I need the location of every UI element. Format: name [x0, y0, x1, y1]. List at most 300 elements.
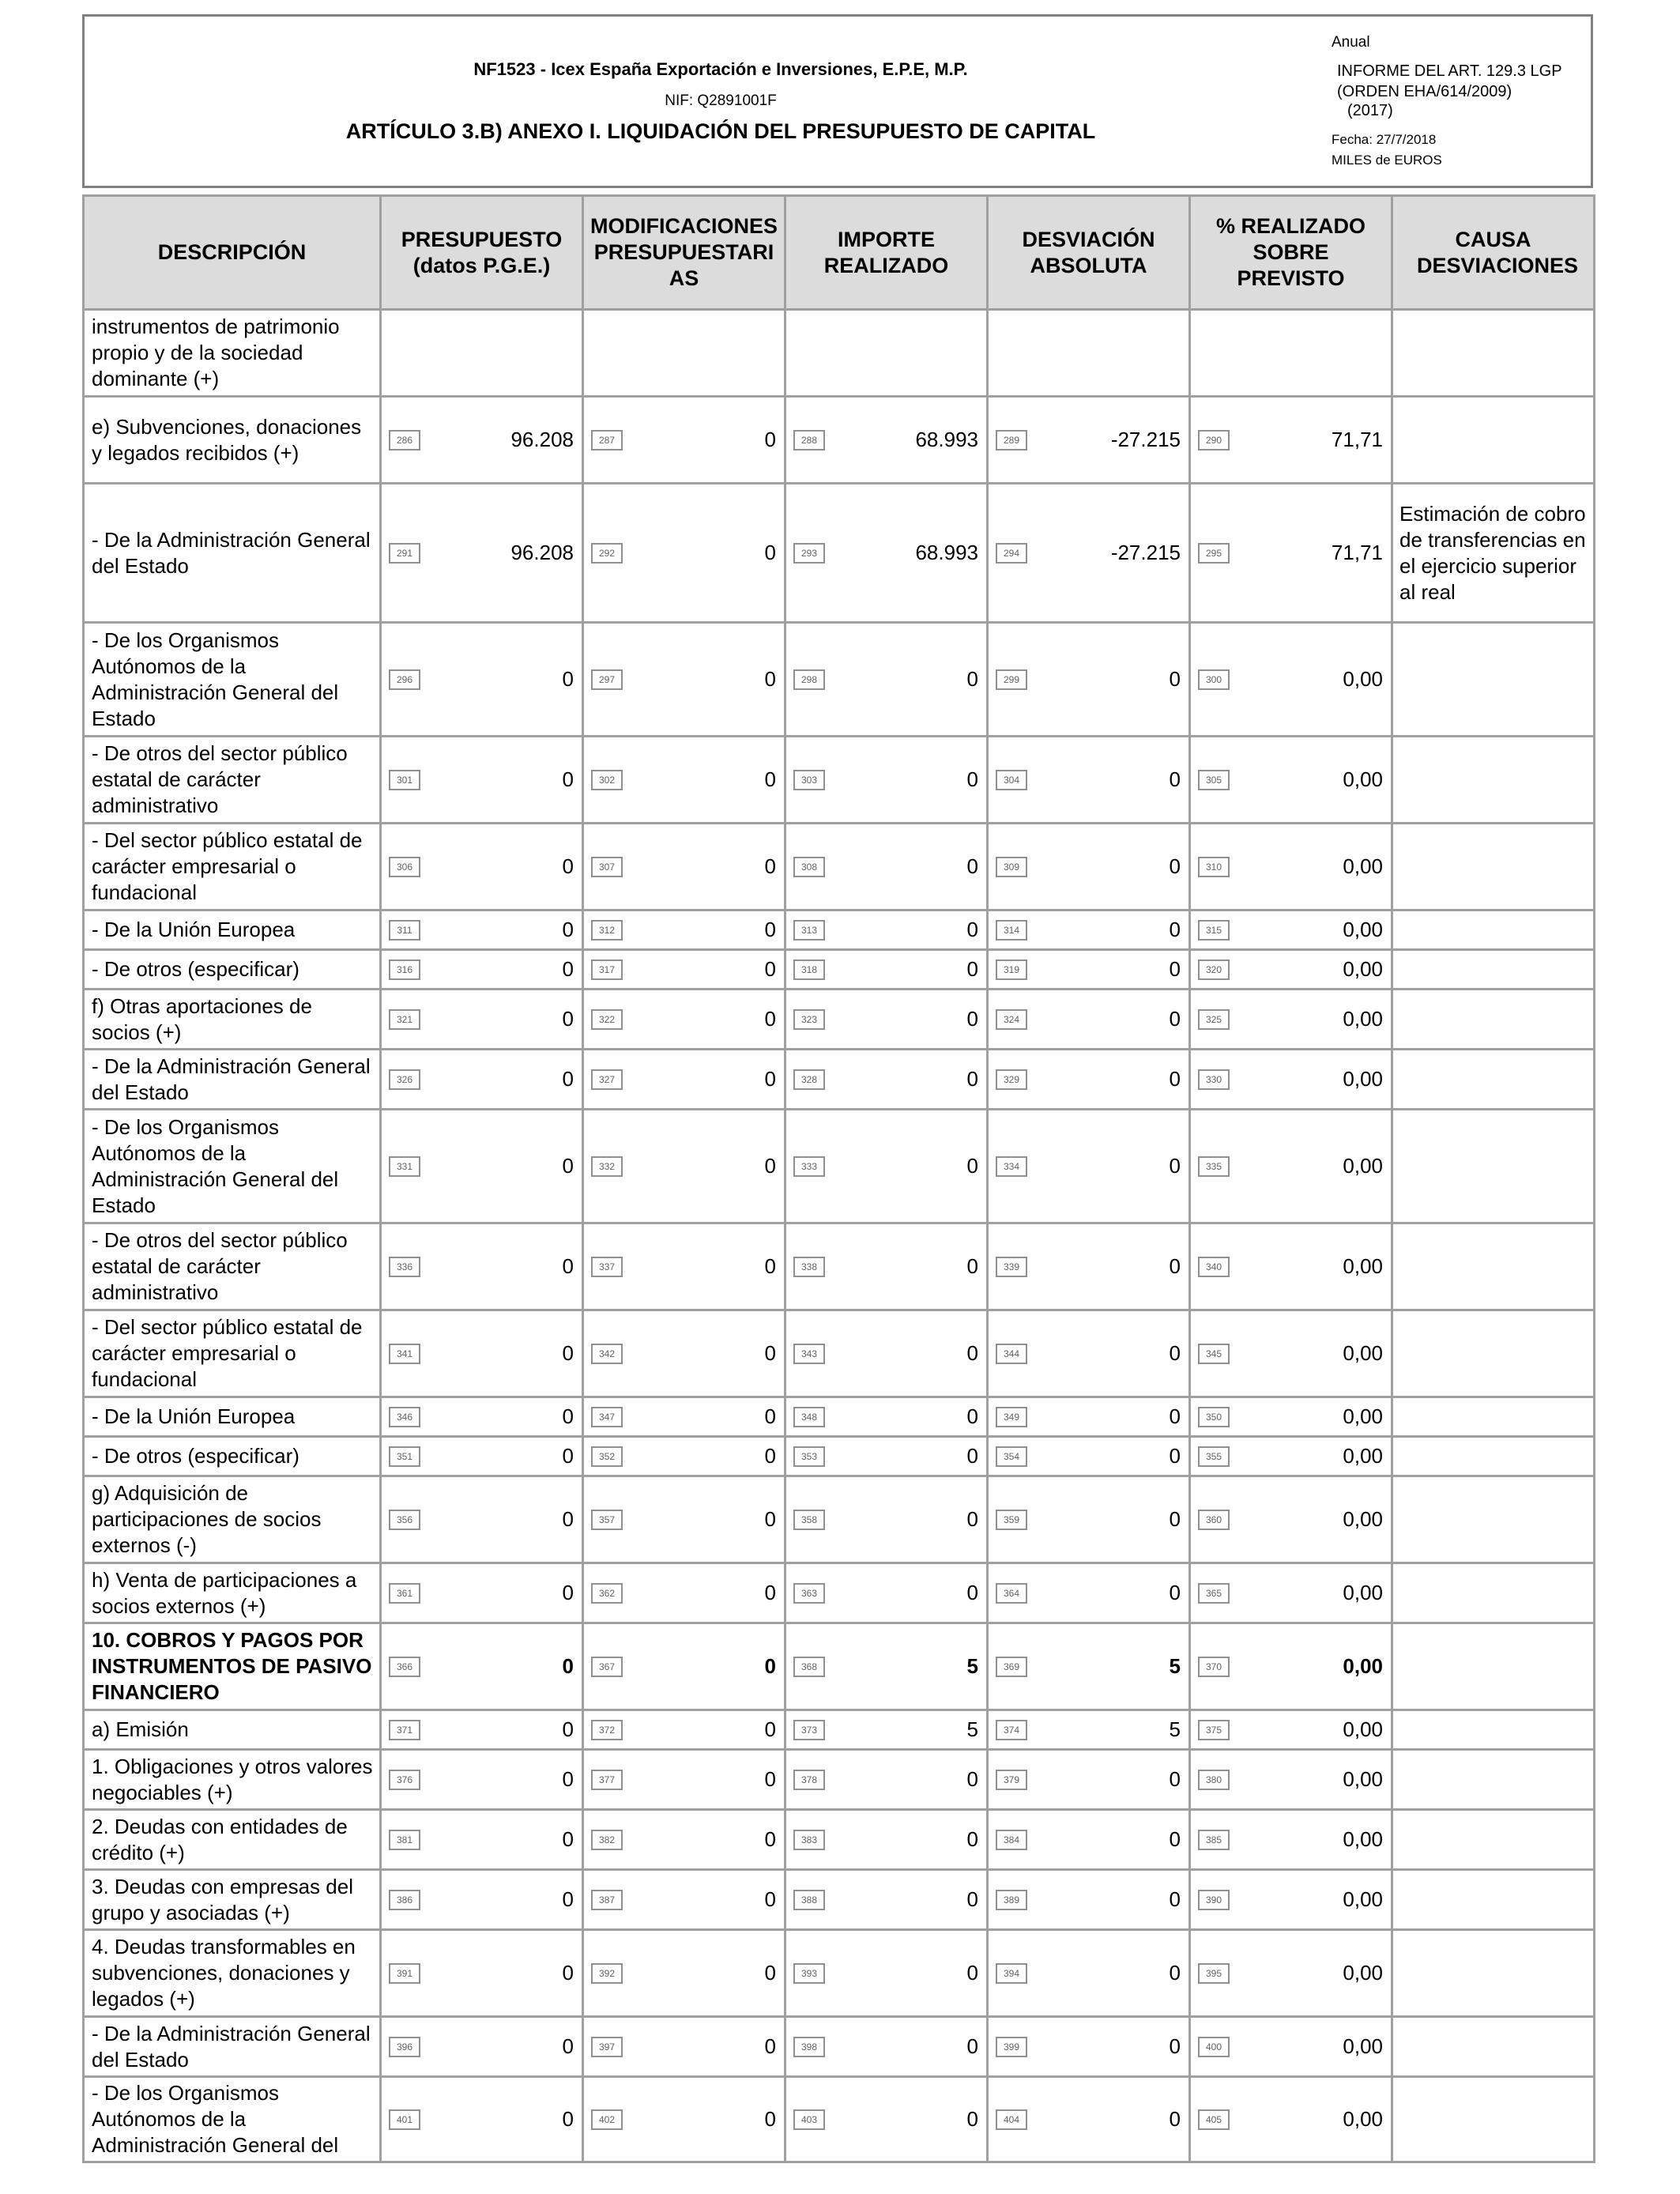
row-value: 0 [562, 1717, 574, 1741]
table-row [84, 824, 1595, 910]
row-value-cell [381, 737, 583, 824]
row-description: h) Venta de participaciones a socios externos (+) [84, 1563, 381, 1623]
row-value: 0 [1169, 1444, 1181, 1468]
table-row [84, 990, 1595, 1050]
row-value-cell [1190, 950, 1392, 990]
field-code-box: 402 [591, 2109, 623, 2130]
field-code-box: 343 [793, 1344, 825, 1364]
row-value-cell [583, 990, 785, 1050]
row-value: 0 [1169, 957, 1181, 981]
row-value-cell [583, 1310, 785, 1397]
row-value-cell [785, 1623, 988, 1710]
field-code-box: 353 [793, 1446, 825, 1467]
table-row [84, 1750, 1595, 1810]
field-code-box: 331 [389, 1156, 420, 1177]
field-code-box: 314 [996, 920, 1027, 941]
row-value: 0 [764, 1507, 776, 1531]
row-value: 0 [1169, 1154, 1181, 1178]
row-value-cell [785, 2077, 988, 2162]
row-value-cell [988, 397, 1190, 484]
field-code-box: 362 [591, 1583, 623, 1604]
row-value: 0 [764, 1654, 776, 1678]
row-value: 0 [764, 1717, 776, 1741]
row-value: 0 [966, 918, 978, 941]
table-row [84, 1397, 1595, 1437]
row-value-cell [988, 1476, 1190, 1563]
row-causa [1392, 1870, 1595, 1930]
row-description: - Del sector público estatal de carácter empresarial o fundacional [84, 1310, 381, 1397]
row-value-cell [988, 310, 1190, 397]
row-value: 0,00 [1343, 1887, 1383, 1911]
field-code-box: 309 [996, 857, 1027, 877]
field-code-box: 368 [793, 1657, 825, 1677]
field-code-box: 382 [591, 1830, 623, 1850]
field-code-box: 354 [996, 1446, 1027, 1467]
row-description: - De los Organismos Autónomos de la Administración General del Estado [84, 623, 381, 737]
row-value-cell [583, 397, 785, 484]
row-value: 0 [764, 918, 776, 941]
row-value: 96.208 [510, 541, 574, 564]
field-code-box: 288 [793, 430, 825, 450]
table-row [84, 1476, 1595, 1563]
row-value-cell [381, 1563, 583, 1623]
field-code-box: 394 [996, 1963, 1027, 1984]
row-description: - De otros (especificar) [84, 950, 381, 990]
report-reference-line2: (ORDEN EHA/614/2009) [1337, 83, 1512, 100]
row-value: 5 [966, 1654, 978, 1678]
row-value: 0 [562, 767, 574, 791]
row-value: 0 [1169, 1067, 1181, 1091]
row-causa [1392, 1310, 1595, 1397]
field-code-box: 386 [389, 1890, 420, 1910]
row-value: 0 [562, 1767, 574, 1791]
organization-nif: NIF: Q2891001F [665, 92, 777, 109]
report-reference-line1: INFORME DEL ART. 129.3 LGP [1337, 62, 1562, 80]
field-code-box: 297 [591, 669, 623, 690]
row-value-cell [1190, 1930, 1392, 2017]
table-row [84, 910, 1595, 950]
table-row [84, 1050, 1595, 1110]
row-value-cell [1190, 1310, 1392, 1397]
row-value: 0,00 [1343, 1961, 1383, 1985]
field-code-box: 307 [591, 857, 623, 877]
row-description: instrumentos de patrimonio propio y de la sociedad dominante (+) [84, 310, 381, 397]
row-value: 0 [1169, 1341, 1181, 1365]
row-value: 0 [1169, 854, 1181, 878]
row-value-cell [381, 1397, 583, 1437]
row-value-cell [785, 1310, 988, 1397]
row-description: 10. COBROS Y PAGOS POR INSTRUMENTOS DE PASIVO FINANCIERO [84, 1623, 381, 1710]
liquidation-table [82, 194, 1595, 2163]
table-row [84, 397, 1595, 484]
row-value-cell [381, 910, 583, 950]
column-header-importe-realizado: IMPORTE REALIZADO [785, 196, 988, 310]
row-value: 0 [1169, 1827, 1181, 1851]
field-code-box: 390 [1198, 1890, 1230, 1910]
field-code-box: 291 [389, 543, 420, 564]
row-value: 0 [764, 1581, 776, 1604]
field-code-box: 327 [591, 1069, 623, 1090]
row-value-cell [583, 1710, 785, 1750]
row-value-cell [1190, 1110, 1392, 1223]
field-code-box: 370 [1198, 1657, 1230, 1677]
row-value: 0 [764, 1154, 776, 1178]
row-value: 0 [966, 1961, 978, 1985]
row-value-cell [1190, 1223, 1392, 1310]
row-value: 0 [764, 854, 776, 878]
row-value-cell [381, 1810, 583, 1870]
row-description: 3. Deudas con empresas del grupo y asociadas (+) [84, 1870, 381, 1930]
field-code-box: 371 [389, 1720, 420, 1740]
row-value: 0 [764, 1254, 776, 1278]
row-value: 0 [1169, 1254, 1181, 1278]
field-code-box: 376 [389, 1770, 420, 1790]
row-value-cell [381, 1310, 583, 1397]
field-code-box: 287 [591, 430, 623, 450]
row-value-cell [785, 397, 988, 484]
field-code-box: 308 [793, 857, 825, 877]
row-description: - De la Unión Europea [84, 910, 381, 950]
row-value: 5 [1169, 1717, 1181, 1741]
row-value: 0 [1169, 2107, 1181, 2131]
row-causa [1392, 737, 1595, 824]
row-value-cell [583, 1750, 785, 1810]
row-value: 5 [1169, 1654, 1181, 1678]
row-value-cell [381, 1110, 583, 1223]
row-value: -27.215 [1110, 428, 1181, 451]
field-code-box: 384 [996, 1830, 1027, 1850]
row-value: 5 [966, 1717, 978, 1741]
row-description: - De otros del sector público estatal de carácter administrativo [84, 737, 381, 824]
column-header-porcentaje-realizado: % REALIZADO SOBRE PREVISTO [1190, 196, 1392, 310]
row-value: 0 [562, 1961, 574, 1985]
row-value-cell [988, 1397, 1190, 1437]
row-value: 0 [562, 918, 574, 941]
row-value: 0 [562, 1507, 574, 1531]
row-value-cell [381, 1623, 583, 1710]
field-code-box: 388 [793, 1890, 825, 1910]
field-code-box: 340 [1198, 1257, 1230, 1277]
row-value-cell [1190, 910, 1392, 950]
row-value-cell [1190, 623, 1392, 737]
field-code-box: 379 [996, 1770, 1027, 1790]
row-value-cell [988, 1930, 1190, 2017]
row-description: - De los Organismos Autónomos de la Administración General del [84, 2077, 381, 2162]
row-value: 0 [966, 2107, 978, 2131]
field-code-box: 374 [996, 1720, 1027, 1740]
row-value: 0 [764, 1961, 776, 1985]
field-code-box: 375 [1198, 1720, 1230, 1740]
row-causa: Estimación de cobro de transferencias en el ejercicio superior al real [1392, 484, 1595, 623]
row-value-cell [1190, 1750, 1392, 1810]
row-value-cell [785, 1050, 988, 1110]
field-code-box: 295 [1198, 543, 1230, 564]
row-description: - De la Unión Europea [84, 1397, 381, 1437]
row-value: 0,00 [1343, 1767, 1383, 1791]
row-value-cell [381, 310, 583, 397]
row-value: 0 [764, 1887, 776, 1911]
field-code-box: 347 [591, 1407, 623, 1427]
row-value: 0 [764, 1827, 776, 1851]
table-row [84, 1110, 1595, 1223]
row-value-cell [1190, 484, 1392, 623]
row-value-cell [1190, 1050, 1392, 1110]
field-code-box: 404 [996, 2109, 1027, 2130]
row-value: 0 [1169, 1581, 1181, 1604]
row-value: 0 [764, 541, 776, 564]
field-code-box: 301 [389, 770, 420, 790]
row-value-cell [1190, 1623, 1392, 1710]
row-value: 0 [562, 2107, 574, 2131]
row-description: - De la Administración General del Estado [84, 484, 381, 623]
row-value-cell [583, 1870, 785, 1930]
row-value: 0 [1169, 2034, 1181, 2058]
row-value: 0 [1169, 1767, 1181, 1791]
row-description: g) Adquisición de participaciones de socios externos (-) [84, 1476, 381, 1563]
table-row [84, 1810, 1595, 1870]
field-code-box: 336 [389, 1257, 420, 1277]
field-code-box: 296 [389, 669, 420, 690]
row-value: 0 [764, 957, 776, 981]
row-value-cell [381, 1476, 583, 1563]
row-value-cell [785, 1810, 988, 1870]
field-code-box: 316 [389, 959, 420, 980]
table-row [84, 1563, 1595, 1623]
row-value: 0,00 [1343, 1341, 1383, 1365]
field-code-box: 359 [996, 1510, 1027, 1530]
field-code-box: 385 [1198, 1830, 1230, 1850]
row-value: 0 [966, 1827, 978, 1851]
row-value: 0 [1169, 1887, 1181, 1911]
row-value-cell [988, 1710, 1190, 1750]
row-value-cell [785, 484, 988, 623]
field-code-box: 321 [389, 1009, 420, 1030]
row-description: e) Subvenciones, donaciones y legados recibidos (+) [84, 397, 381, 484]
field-code-box: 349 [996, 1407, 1027, 1427]
table-header-row [84, 196, 1595, 310]
report-title: ARTÍCULO 3.B) ANEXO I. LIQUIDACIÓN DEL PRESUPUESTO DE CAPITAL [345, 119, 1096, 143]
row-value-cell [583, 1623, 785, 1710]
row-value: 0 [562, 1654, 574, 1678]
row-value-cell [583, 2017, 785, 2077]
row-value: 68.993 [915, 541, 978, 564]
field-code-box: 366 [389, 1657, 420, 1677]
row-value-cell [583, 484, 785, 623]
row-value-cell [381, 484, 583, 623]
field-code-box: 387 [591, 1890, 623, 1910]
field-code-box: 286 [389, 430, 420, 450]
row-value: 0,00 [1343, 1007, 1383, 1031]
row-description: 1. Obligaciones y otros valores negociables (+) [84, 1750, 381, 1810]
row-value: 0 [764, 428, 776, 451]
field-code-box: 401 [389, 2109, 420, 2130]
field-code-box: 342 [591, 1344, 623, 1364]
field-code-box: 391 [389, 1963, 420, 1984]
row-value: 0,00 [1343, 1404, 1383, 1428]
row-causa [1392, 397, 1595, 484]
row-value-cell [988, 1623, 1190, 1710]
row-value-cell [583, 737, 785, 824]
row-value: 0,00 [1343, 1067, 1383, 1091]
row-value: 0 [1169, 1404, 1181, 1428]
row-value: 0 [966, 957, 978, 981]
field-code-box: 364 [996, 1583, 1027, 1604]
row-value-cell [988, 2077, 1190, 2162]
row-value-cell [785, 1750, 988, 1810]
report-period: Anual [1332, 34, 1370, 51]
field-code-box: 324 [996, 1009, 1027, 1030]
row-value-cell [1190, 824, 1392, 910]
field-code-box: 318 [793, 959, 825, 980]
row-value-cell [785, 824, 988, 910]
row-value: 0 [966, 1154, 978, 1178]
row-value-cell [583, 1563, 785, 1623]
row-causa [1392, 1110, 1595, 1223]
row-value: 0 [966, 1341, 978, 1365]
row-value: 0,00 [1343, 854, 1383, 878]
row-value: 0 [562, 957, 574, 981]
field-code-box: 395 [1198, 1963, 1230, 1984]
row-value-cell [988, 1750, 1190, 1810]
row-value: 71,71 [1331, 541, 1383, 564]
row-causa [1392, 310, 1595, 397]
table-row [84, 484, 1595, 623]
row-value: 0 [966, 1444, 978, 1468]
row-value-cell [988, 1050, 1190, 1110]
row-value-cell [785, 910, 988, 950]
row-value-cell [381, 1710, 583, 1750]
field-code-box: 396 [389, 2037, 420, 2057]
row-description: 4. Deudas transformables en subvenciones, donaciones y legados (+) [84, 1930, 381, 2017]
field-code-box: 293 [793, 543, 825, 564]
table-row [84, 2017, 1595, 2077]
row-value-cell [381, 824, 583, 910]
row-value: 0 [966, 1581, 978, 1604]
row-value-cell [988, 1870, 1190, 1930]
row-value: 0 [764, 667, 776, 691]
row-value: 71,71 [1331, 428, 1383, 451]
field-code-box: 335 [1198, 1156, 1230, 1177]
row-value-cell [1190, 1437, 1392, 1476]
row-value-cell [785, 1710, 988, 1750]
field-code-box: 393 [793, 1963, 825, 1984]
row-causa [1392, 2077, 1595, 2162]
row-value: 0 [1169, 1007, 1181, 1031]
field-code-box: 356 [389, 1510, 420, 1530]
row-value-cell [988, 1810, 1190, 1870]
field-code-box: 365 [1198, 1583, 1230, 1604]
field-code-box: 405 [1198, 2109, 1230, 2130]
field-code-box: 312 [591, 920, 623, 941]
row-value: 0 [764, 1767, 776, 1791]
row-description: f) Otras aportaciones de socios (+) [84, 990, 381, 1050]
field-code-box: 348 [793, 1407, 825, 1427]
row-value-cell [785, 623, 988, 737]
row-value: 0 [562, 667, 574, 691]
field-code-box: 313 [793, 920, 825, 941]
field-code-box: 298 [793, 669, 825, 690]
field-code-box: 398 [793, 2037, 825, 2057]
row-description: 2. Deudas con entidades de crédito (+) [84, 1810, 381, 1870]
row-causa [1392, 824, 1595, 910]
row-value: 0 [966, 667, 978, 691]
table-row [84, 950, 1595, 990]
row-description: - Del sector público estatal de carácter empresarial o fundacional [84, 824, 381, 910]
row-value: 0,00 [1343, 667, 1383, 691]
field-code-box: 383 [793, 1830, 825, 1850]
row-value-cell [583, 1476, 785, 1563]
field-code-box: 399 [996, 2037, 1027, 2057]
row-value-cell [381, 1930, 583, 2017]
row-value: 0 [1169, 918, 1181, 941]
field-code-box: 381 [389, 1830, 420, 1850]
row-causa [1392, 2017, 1595, 2077]
column-header-desviacion-absoluta: DESVIACIÓN ABSOLUTA [988, 196, 1190, 310]
row-value: 0 [966, 854, 978, 878]
row-value: 0,00 [1343, 1444, 1383, 1468]
row-value-cell [785, 1397, 988, 1437]
row-causa [1392, 1563, 1595, 1623]
field-code-box: 292 [591, 543, 623, 564]
row-causa [1392, 1710, 1595, 1750]
row-value-cell [381, 1223, 583, 1310]
field-code-box: 317 [591, 959, 623, 980]
row-value-cell [583, 1110, 785, 1223]
row-value: 0,00 [1343, 1827, 1383, 1851]
field-code-box: 338 [793, 1257, 825, 1277]
field-code-box: 363 [793, 1583, 825, 1604]
row-description: - De la Administración General del Estado [84, 1050, 381, 1110]
row-value-cell [988, 484, 1190, 623]
row-value: 0 [764, 1007, 776, 1031]
field-code-box: 377 [591, 1770, 623, 1790]
table-row [84, 2077, 1595, 2162]
table-row [84, 1930, 1595, 2017]
row-value-cell [785, 737, 988, 824]
row-causa [1392, 623, 1595, 737]
row-value: 0 [1169, 767, 1181, 791]
table-row [84, 737, 1595, 824]
field-code-box: 323 [793, 1009, 825, 1030]
row-value: 0 [966, 1887, 978, 1911]
table-row [84, 1870, 1595, 1930]
row-description: - De otros (especificar) [84, 1437, 381, 1476]
row-value-cell [1190, 1397, 1392, 1437]
row-value: 0 [562, 1254, 574, 1278]
row-value-cell [1190, 990, 1392, 1050]
row-value-cell [988, 910, 1190, 950]
column-header-descripcion: DESCRIPCIÓN [84, 196, 381, 310]
row-causa [1392, 1223, 1595, 1310]
field-code-box: 334 [996, 1156, 1027, 1177]
field-code-box: 372 [591, 1720, 623, 1740]
field-code-box: 306 [389, 857, 420, 877]
row-value-cell [583, 2077, 785, 2162]
row-value: 0,00 [1343, 1654, 1383, 1678]
row-value-cell [381, 397, 583, 484]
row-value-cell [785, 1930, 988, 2017]
row-value: 0 [764, 1404, 776, 1428]
row-value-cell [785, 1223, 988, 1310]
row-value-cell [583, 824, 785, 910]
row-value: 0 [966, 767, 978, 791]
row-value: 0 [562, 1404, 574, 1428]
row-value-cell [381, 2077, 583, 2162]
field-code-box: 360 [1198, 1510, 1230, 1530]
row-value-cell [381, 1750, 583, 1810]
row-value: 0,00 [1343, 1254, 1383, 1278]
row-value-cell [583, 1810, 785, 1870]
